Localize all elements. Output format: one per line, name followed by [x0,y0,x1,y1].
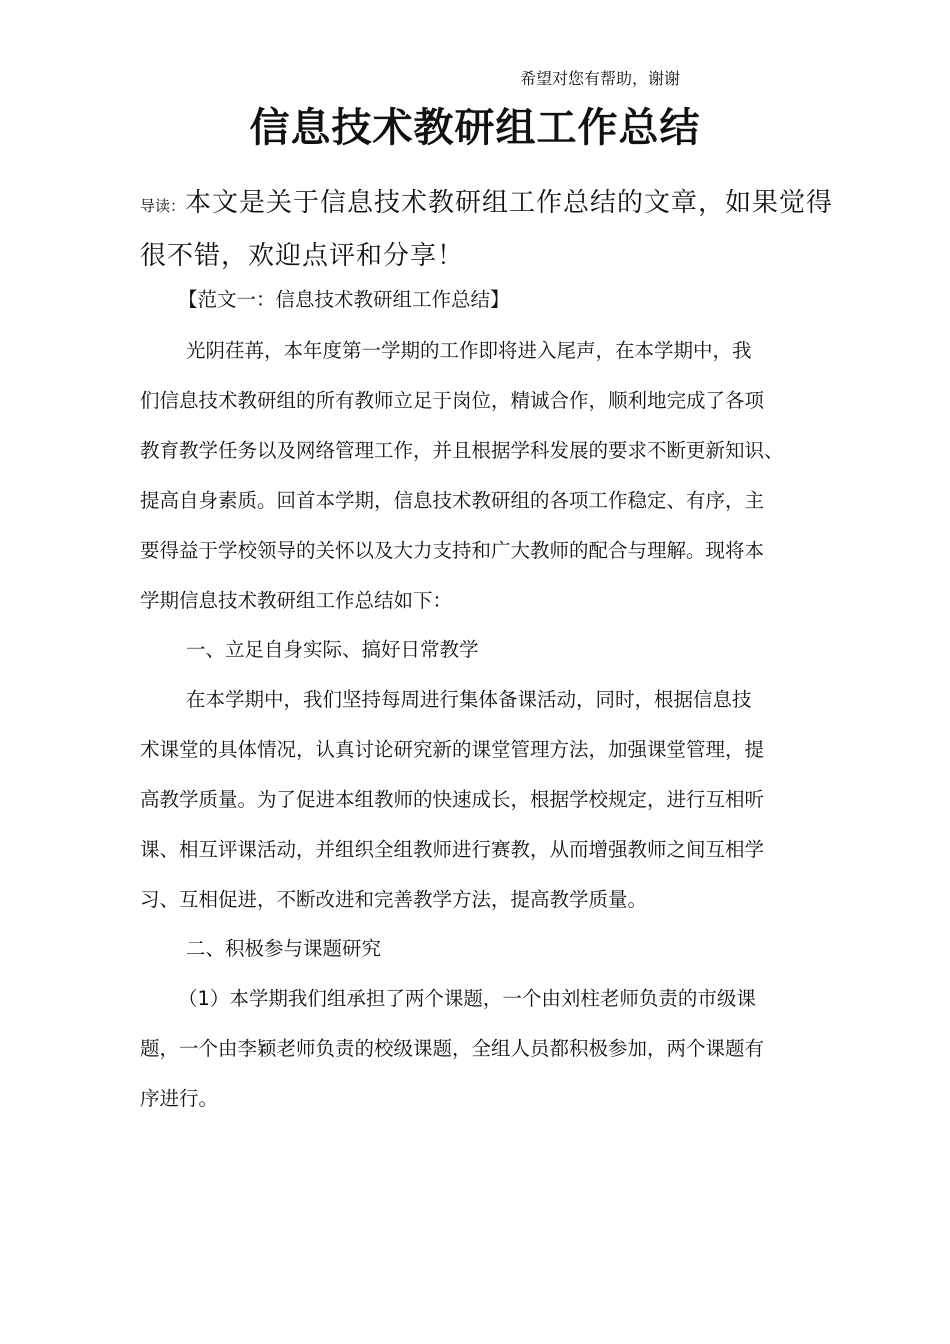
paragraph-3-line: （1）本学期我们组承担了两个课题，一个由刘柱老师负责的市级课 [178,987,756,1010]
paragraph-2-line: 在本学期中，我们坚持每周进行集体备课活动，同时，根据信息技 [186,688,752,711]
paragraph-2-line: 课、相互评课活动，并组织全组教师进行赛教，从而增强教师之间互相学 [140,838,765,861]
section-2-heading: 二、积极参与课题研究 [186,937,382,960]
paragraph-1-line: 教育教学任务以及网络管理工作，并且根据学科发展的要求不断更新知识、 [140,439,784,462]
paragraph-1-line: 要得益于学校领导的关怀以及大力支持和广大教师的配合与理解。现将本 [140,539,765,562]
intro-text-1: 本文是关于信息技术教研组工作总结的文章，如果觉得 [185,188,834,218]
paragraph-2-line: 习、互相促进，不断改进和完善教学方法，提高教学质量。 [140,888,648,911]
sample-heading: 【范文一：信息技术教研组工作总结】 [178,288,510,311]
paragraph-2-line: 术课堂的具体情况，认真讨论研究新的课堂管理方法，加强课堂管理，提 [140,738,765,761]
intro-line-2: 很不错，欢迎点评和分享！ [140,241,465,271]
paragraph-1-line: 学期信息技术教研组工作总结如下： [140,589,453,612]
paragraph-1-line: 光阴荏苒，本年度第一学期的工作即将进入尾声，在本学期中，我 [186,339,752,362]
paragraph-1-line: 们信息技术教研组的所有教师立足于岗位，精诚合作，顺利地完成了各项 [140,389,765,412]
document-title: 信息技术教研组工作总结 [249,105,701,151]
intro-block [140,178,840,281]
intro-line-1 [140,178,840,231]
paragraph-2-line: 高教学质量。为了促进本组教师的快速成长，根据学校规定，进行互相听 [140,788,765,811]
paragraph-3-line: 题，一个由李颖老师负责的校级课题，全组人员都积极参加，两个课题有 [140,1037,765,1060]
section-1-heading: 一、立足自身实际、搞好日常教学 [186,638,479,661]
paragraph-3-line: 序进行。 [140,1087,219,1110]
header-note: 希望对您有帮助，谢谢 [520,69,681,88]
paragraph-1-line: 提高自身素质。回首本学期，信息技术教研组的各项工作稳定、有序，主 [140,489,765,512]
intro-label: 导读： [140,197,186,215]
